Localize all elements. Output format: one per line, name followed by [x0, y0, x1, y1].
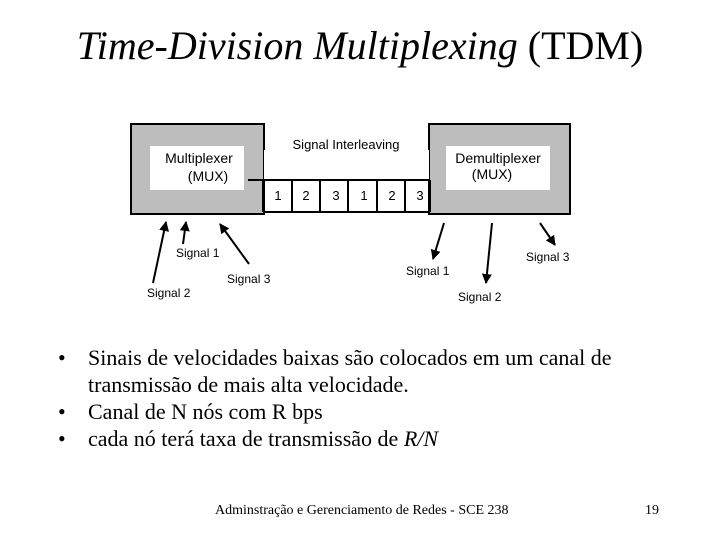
bullet-text: cada nó terá taxa de transmissão de [88, 426, 404, 451]
bullet-item [58, 398, 698, 425]
time-slot-label: 1 [274, 188, 282, 203]
input-arrow-signal-1 [183, 222, 186, 244]
input-arrow-signal-2 [153, 222, 166, 283]
interleaving-label-bg [264, 150, 429, 180]
multiplexer-label-sub: (MUX) [187, 168, 229, 184]
time-slot-label: 3 [332, 188, 340, 203]
bullet-symbol: • [58, 426, 66, 451]
demultiplexer-label-sub: (MUX) [471, 166, 513, 182]
interleaving-label: Signal Interleaving [292, 137, 400, 152]
output-arrow-signal-2 [486, 223, 492, 283]
output-arrow-signal-3 [540, 223, 555, 245]
time-slot-label: 3 [416, 188, 424, 203]
input-signal-2-label: Signal 2 [147, 286, 191, 300]
footer-text: Adminstração e Gerenciamento de Redes - SCE 238 [215, 503, 509, 518]
time-slot-label: 2 [388, 188, 396, 203]
bullet-symbol: • [58, 345, 66, 370]
bullet-item [58, 344, 698, 398]
output-signal-3-label: Signal 3 [526, 250, 570, 264]
input-signal-3-label: Signal 3 [227, 272, 271, 286]
slide-title-italic: Time-Division Multiplexing [76, 23, 518, 68]
bullet-italic-tail: R/N [403, 426, 439, 451]
time-slot-label: 2 [302, 188, 310, 203]
demultiplexer-label: Demultiplexer [455, 150, 541, 166]
input-arrow-signal-3 [220, 224, 249, 264]
bullet-text: Canal de N nós com R bps [88, 399, 323, 424]
input-signal-1-label: Signal 1 [176, 246, 220, 260]
bullet-symbol: • [58, 399, 66, 424]
output-signal-1-label: Signal 1 [406, 264, 450, 278]
bullet-item [58, 425, 698, 452]
time-slots [263, 180, 430, 212]
page-number: 19 [645, 503, 659, 518]
bullet-text: Sinais de velocidades baixas são colocados em um canal de transmissão de mais alta velocidade. [88, 345, 612, 397]
output-arrow-signal-1 [433, 223, 444, 259]
slide-title-rest: (TDM) [517, 23, 644, 68]
time-slot-label: 1 [360, 188, 368, 203]
multiplexer-label: Multiplexer [165, 150, 233, 166]
bullet-list [58, 344, 698, 452]
output-signal-2-label: Signal 2 [458, 290, 502, 304]
